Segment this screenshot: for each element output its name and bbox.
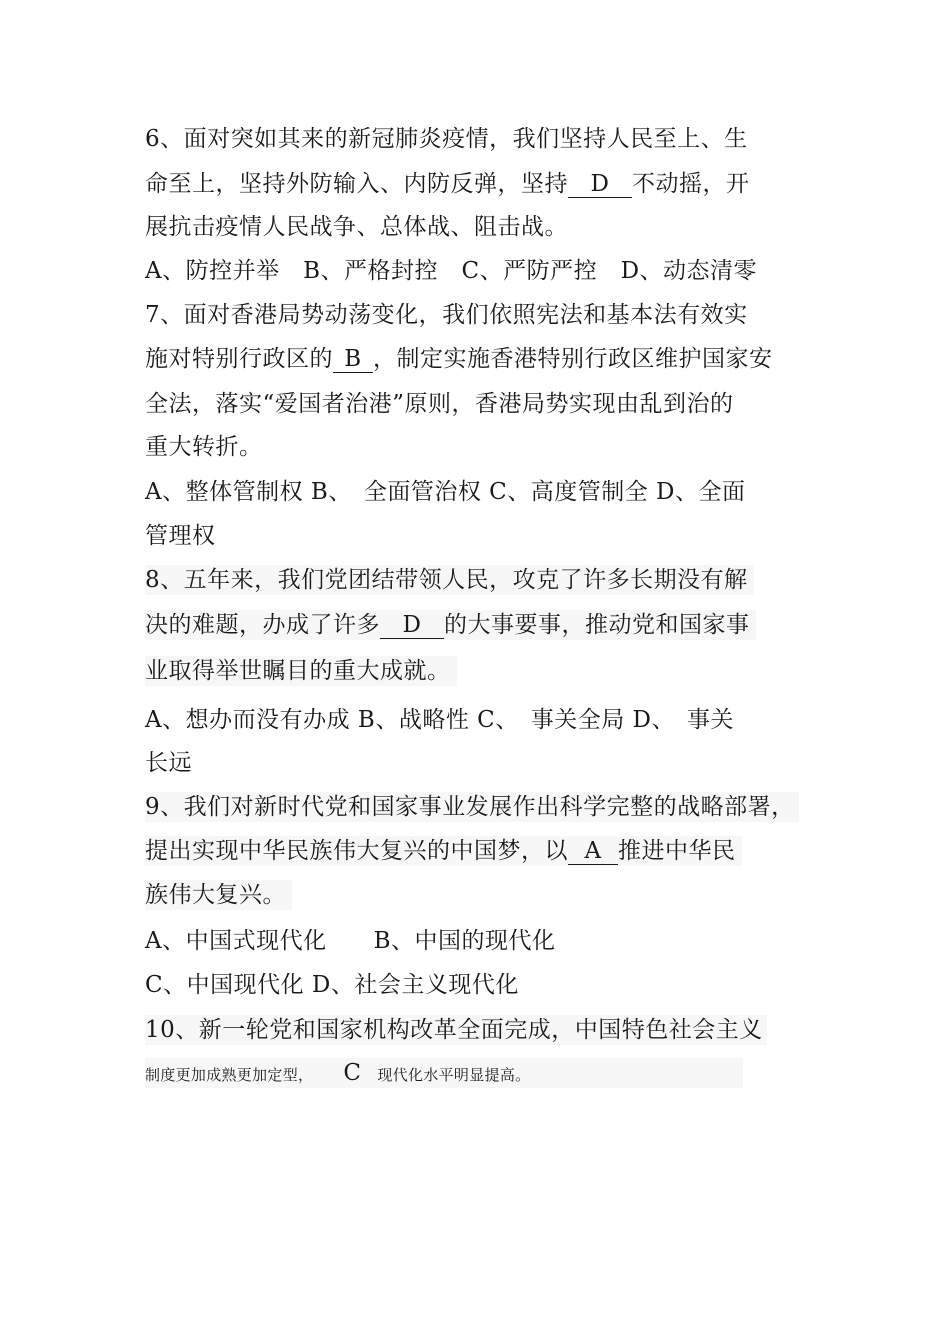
q6-line-1: 6、面对突如其来的新冠肺炎疫情，我们坚持人民至上、生: [145, 126, 748, 152]
q7-line-1: 7、面对香港局势动荡变化，我们依照宪法和基本法有效实: [145, 302, 748, 328]
q7-line-2-pre: 施对特别行政区的: [145, 346, 333, 372]
q9-line-2-pre: 提出实现中华民族伟大复兴的中国梦，以: [145, 838, 568, 864]
q6-line-2-post: 不动摇，开: [632, 171, 750, 197]
q8-line-1: 8、五年来，我们党团结带领人民，攻克了许多长期没有解: [145, 565, 754, 595]
q8-line-3: 业取得举世瞩目的重大成就。: [145, 656, 457, 686]
q9-answer-blank: A: [568, 838, 618, 865]
q7-line-4: 重大转折。: [145, 434, 263, 460]
q7-answer-blank: B: [333, 346, 373, 373]
q8-line-2: [145, 610, 756, 640]
q8-options-1: A、想办而没有办成 B、战略性 C、 事关全局 D、 事关: [145, 707, 734, 733]
q6-options: A、防控并举 B、严格封控 C、严防严控 D、动态清零: [145, 258, 758, 284]
q6-line-2: [145, 169, 750, 199]
q10-answer: C: [343, 1060, 362, 1086]
q9-line-3: 族伟大复兴。: [145, 880, 292, 910]
q9-line-1: 9、我们对新时代党和国家事业发展作出科学完整的战略部署，: [145, 792, 799, 822]
q10-line-1: 10、新一轮党和国家机构改革全面完成，中国特色社会主义: [145, 1015, 767, 1045]
q6-line-3: 展抗击疫情人民战争、总体战、阻击战。: [145, 214, 568, 240]
q9-options-1: A、中国式现代化 B、中国的现代化: [145, 928, 556, 954]
q10-line-2-pre: 制度更加成熟更加定型，: [145, 1066, 314, 1084]
q7-line-2-post: ，制定实施香港特别行政区维护国家安: [373, 346, 773, 372]
q8-options-2: 长远: [145, 750, 192, 776]
q7-options-2: 管理权: [145, 523, 216, 549]
q9-options-2: C、中国现代化 D、社会主义现代化: [145, 972, 519, 998]
q6-answer-blank: D: [568, 171, 632, 198]
q10-line-2: [145, 1058, 743, 1088]
q8-answer-blank: D: [380, 612, 444, 639]
q7-options-1: A、整体管制权 B、 全面管治权 C、高度管制全 D、全面: [145, 479, 746, 505]
q8-line-2-pre: 决的难题，办成了许多: [145, 612, 380, 638]
q7-line-2: [145, 344, 773, 374]
q8-line-2-post: 的大事要事，推动党和国家事: [444, 612, 750, 638]
q6-line-2-pre: 命至上，坚持外防输入、内防反弹，坚持: [145, 171, 568, 197]
q9-line-2-post: 推进中华民: [618, 838, 736, 864]
q7-line-3: 全法，落实“爱国者治港”原则，香港局势实现由乱到治的: [145, 391, 734, 417]
q10-line-2-post: 现代化水平明显提高。: [377, 1066, 531, 1084]
q9-line-2: [145, 836, 742, 866]
